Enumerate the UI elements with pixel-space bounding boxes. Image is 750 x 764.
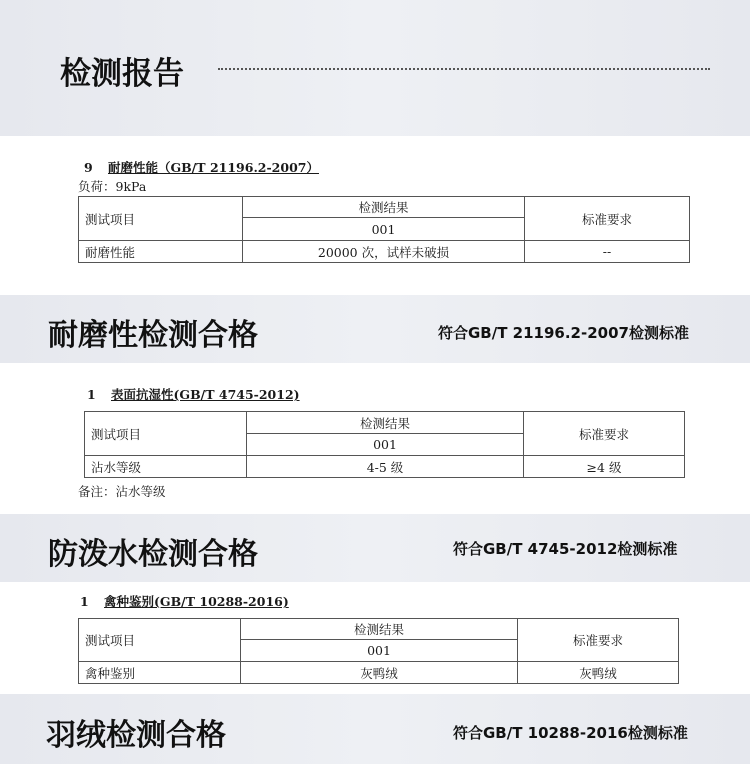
result-band — [0, 295, 750, 363]
table-row — [79, 662, 679, 684]
page-title: 检测报告 — [60, 56, 184, 92]
section-number: 1 — [80, 594, 89, 609]
cell-item: 沾水等级 — [85, 456, 247, 478]
load-text: 负荷：9kPa — [78, 179, 147, 194]
cell-item: 禽种鉴别 — [79, 662, 241, 684]
band-note: 符合GB/T 21196.2-2007检测标准 — [438, 324, 689, 342]
band-note: 符合GB/T 10288-2016检测标准 — [453, 724, 688, 742]
result-band — [0, 514, 750, 582]
band-title: 防泼水检测合格 — [48, 537, 258, 572]
table-row — [79, 241, 690, 263]
cell-requirement: -- — [525, 241, 690, 263]
title-dotted-rule — [218, 68, 710, 70]
col-result-header: 检测结果 — [243, 197, 525, 218]
section-title: 禽种鉴别(GB/T 10288-2016) — [104, 594, 289, 609]
header-band — [0, 0, 750, 136]
cell-requirement: ≥4 级 — [524, 456, 685, 478]
col-item-header: 测试项目 — [85, 412, 247, 456]
col-item-header: 测试项目 — [79, 619, 241, 662]
result-table — [78, 618, 679, 684]
col-sample-header: 001 — [243, 218, 525, 241]
remark-text: 备注：沾水等级 — [78, 484, 166, 499]
col-requirement-header: 标准要求 — [518, 619, 679, 662]
section-heading — [84, 158, 319, 176]
col-requirement-header: 标准要求 — [524, 412, 685, 456]
result-band — [0, 694, 750, 764]
col-requirement-header: 标准要求 — [525, 197, 690, 241]
band-title: 耐磨性检测合格 — [48, 318, 258, 353]
cell-result: 20000 次，试样未破损 — [243, 241, 525, 263]
section-heading — [80, 592, 289, 610]
cell-requirement: 灰鸭绒 — [518, 662, 679, 684]
section-title: 耐磨性能（GB/T 21196.2-2007） — [108, 160, 319, 175]
cell-result: 4-5 级 — [247, 456, 524, 478]
col-sample-header: 001 — [241, 640, 518, 662]
cell-item: 耐磨性能 — [79, 241, 243, 263]
col-result-header: 检测结果 — [247, 412, 524, 434]
result-table — [84, 411, 685, 478]
section-title: 表面抗湿性(GB/T 4745-2012) — [111, 387, 300, 402]
table-row — [85, 456, 685, 478]
col-item-header: 测试项目 — [79, 197, 243, 241]
band-title: 羽绒检测合格 — [46, 718, 226, 753]
section-number: 1 — [87, 387, 96, 402]
col-sample-header: 001 — [247, 434, 524, 456]
band-note: 符合GB/T 4745-2012检测标准 — [453, 540, 678, 558]
col-result-header: 检测结果 — [241, 619, 518, 640]
section-heading — [87, 385, 300, 403]
section-number: 9 — [84, 160, 93, 175]
cell-result: 灰鸭绒 — [241, 662, 518, 684]
result-table — [78, 196, 690, 263]
